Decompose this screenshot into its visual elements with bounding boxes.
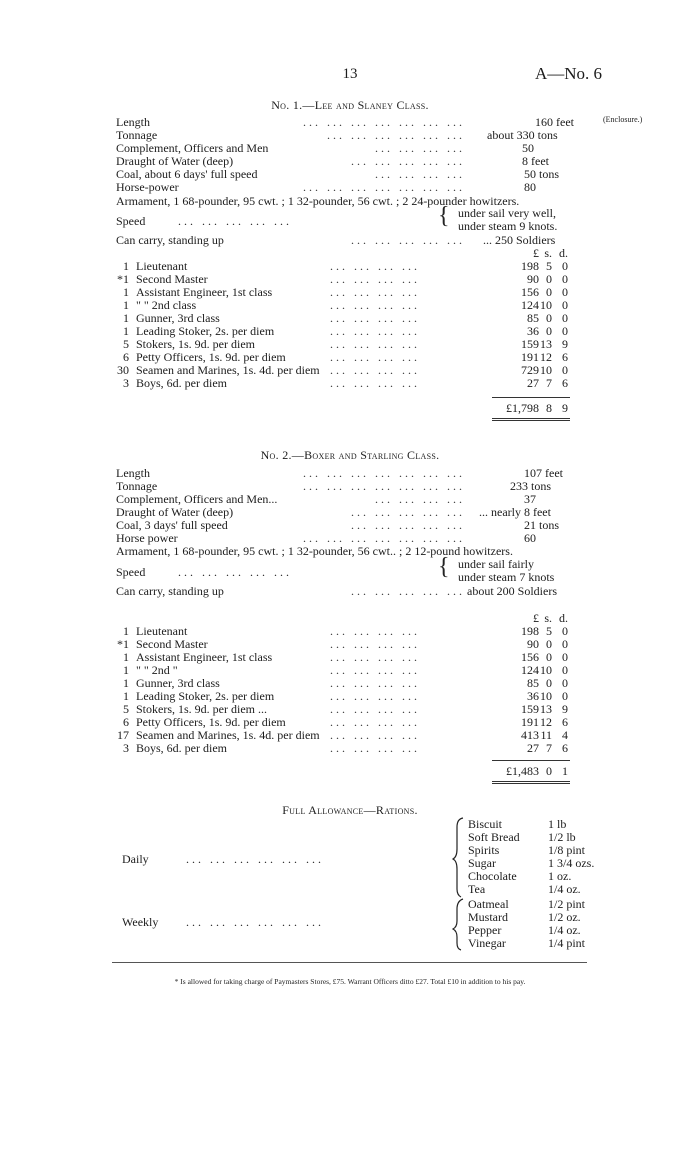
ration-quantity: 1/2 lb bbox=[548, 830, 576, 844]
crew-description: Assistant Engineer, 1st class bbox=[136, 285, 273, 299]
crew-count: 3 bbox=[123, 741, 129, 755]
pay-pence: 0 bbox=[562, 637, 568, 651]
spec-value: 8 feet bbox=[522, 154, 549, 168]
shillings-header: s. bbox=[544, 611, 552, 625]
total-rule bbox=[492, 760, 570, 761]
pay-pence: 0 bbox=[562, 689, 568, 703]
leader-dots: ... ... ... ... bbox=[330, 376, 420, 390]
crew-count: 1 bbox=[123, 624, 129, 638]
leader-dots: ... ... ... ... bbox=[330, 324, 420, 338]
brace: { bbox=[438, 554, 450, 580]
lee-speed-row bbox=[0, 215, 700, 228]
pay-pence: 0 bbox=[562, 663, 568, 677]
leader-dots: ... ... ... ... ... ... ... bbox=[303, 531, 465, 545]
pay-pence: 0 bbox=[562, 311, 568, 325]
shillings-header: s. bbox=[544, 246, 552, 260]
pay-shillings: 10 bbox=[540, 689, 552, 703]
total-pounds: £1,798 bbox=[506, 401, 539, 415]
spec-value: 50 tons bbox=[524, 167, 560, 181]
ration-quantity: 1/2 pint bbox=[548, 897, 586, 911]
pay-pence: 0 bbox=[562, 324, 568, 338]
pay-shillings: 7 bbox=[546, 741, 552, 755]
ration-item: Vinegar bbox=[468, 936, 506, 950]
leader-dots: ... ... ... ... bbox=[375, 492, 465, 506]
lee-speed-steam: under steam 9 knots. bbox=[458, 219, 558, 233]
ration-quantity: 1/2 oz. bbox=[548, 910, 581, 924]
leader-dots: ... ... ... ... bbox=[330, 272, 420, 286]
page-number: 13 bbox=[342, 66, 358, 82]
leader-dots: ... ... ... ... ... ... ... bbox=[303, 115, 465, 129]
crew-description: Stokers, 1s. 9d. per diem ... bbox=[136, 702, 267, 716]
spec-label: Tonnage bbox=[116, 128, 158, 142]
ration-item: Sugar bbox=[468, 856, 496, 870]
spec-value: about 200 Soldiers bbox=[467, 584, 557, 598]
pay-pounds: 90 bbox=[527, 272, 539, 286]
crew-description: Lieutenant bbox=[136, 259, 188, 273]
pay-pence: 0 bbox=[562, 259, 568, 273]
pay-pence: 4 bbox=[562, 728, 568, 742]
armament-text: Armament, 1 68-pounder, 95 cwt. ; 1 32-pounder, 56 cwt.. ; 2 12-pound howitzers. bbox=[116, 544, 513, 558]
boxer-total-row bbox=[0, 765, 700, 778]
pay-row bbox=[0, 377, 700, 390]
ration-quantity: 1/4 oz. bbox=[548, 923, 581, 937]
weekly-label: Weekly bbox=[122, 915, 159, 929]
lee-speed-sail: under sail very well, bbox=[458, 206, 556, 220]
ration-item: Oatmeal bbox=[468, 897, 509, 911]
leader-dots: ... ... ... ... bbox=[330, 624, 420, 638]
leader-dots: ... ... ... ... ... bbox=[351, 233, 465, 247]
rations-heading: Full Allowance—Rations. bbox=[282, 803, 418, 817]
lee-draught-row bbox=[0, 155, 700, 168]
total-pence: 1 bbox=[562, 764, 568, 778]
crew-description: Leading Stoker, 2s. per diem bbox=[136, 324, 275, 338]
spec-value: 233 tons bbox=[510, 479, 552, 493]
pay-pence: 0 bbox=[562, 624, 568, 638]
crew-description: Petty Officers, 1s. 9d. per diem bbox=[136, 715, 286, 729]
spec-value: 21 tons bbox=[524, 518, 560, 532]
ration-quantity: 1 oz. bbox=[548, 869, 572, 883]
total-pence: 9 bbox=[562, 401, 568, 415]
pay-shillings: 7 bbox=[546, 376, 552, 390]
pay-pounds: 191 bbox=[521, 715, 539, 729]
pay-pence: 0 bbox=[562, 285, 568, 299]
crew-description: Boys, 6d. per diem bbox=[136, 376, 227, 390]
spec-label: Length bbox=[116, 466, 150, 480]
crew-count: 1 bbox=[123, 311, 129, 325]
leader-dots: ... ... ... ... bbox=[330, 363, 420, 377]
leader-dots: ... ... ... ... ... bbox=[178, 214, 292, 228]
crew-count: 30 bbox=[117, 363, 129, 377]
ration-item: Biscuit bbox=[468, 817, 503, 831]
crew-count: 5 bbox=[123, 702, 129, 716]
crew-description: Petty Officers, 1s. 9d. per diem bbox=[136, 350, 286, 364]
crew-description: Lieutenant bbox=[136, 624, 188, 638]
spec-label: Coal, 3 days' full speed bbox=[116, 518, 228, 532]
leader-dots: ... ... ... ... bbox=[330, 259, 420, 273]
spec-value: ... nearly 8 feet bbox=[479, 505, 551, 519]
pay-pounds: 90 bbox=[527, 637, 539, 651]
spec-label: Complement, Officers and Men... bbox=[116, 492, 278, 506]
crew-count: 1 bbox=[123, 298, 129, 312]
lee-carry-row bbox=[0, 234, 700, 247]
leader-dots: ... ... ... ... ... bbox=[351, 505, 465, 519]
ration-quantity: 1/4 pint bbox=[548, 936, 586, 950]
boxer-complement-row bbox=[0, 493, 700, 506]
pay-shillings: 12 bbox=[540, 350, 552, 364]
leader-dots: ... ... ... ... ... ... bbox=[186, 915, 324, 929]
pay-shillings: 0 bbox=[546, 650, 552, 664]
pay-pounds: 413 bbox=[521, 728, 539, 742]
pay-pence: 6 bbox=[562, 376, 568, 390]
crew-description: Seamen and Marines, 1s. 4d. per diem bbox=[136, 728, 320, 742]
ration-quantity: 1/8 pint bbox=[548, 843, 586, 857]
crew-description: Leading Stoker, 2s. per diem bbox=[136, 689, 275, 703]
boxer-speed-sail: under sail fairly bbox=[458, 557, 534, 571]
crew-count: *1 bbox=[117, 637, 129, 651]
pay-pence: 0 bbox=[562, 363, 568, 377]
leader-dots: ... ... ... ... bbox=[330, 350, 420, 364]
crew-description: Stokers, 1s. 9d. per diem bbox=[136, 337, 255, 351]
leader-dots: ... ... ... ... bbox=[330, 676, 420, 690]
leader-dots: ... ... ... ... ... bbox=[351, 518, 465, 532]
spec-label: Horse power bbox=[116, 531, 178, 545]
pay-shillings: 0 bbox=[546, 285, 552, 299]
boxer-tonnage-row bbox=[0, 480, 700, 493]
spec-value: 50 bbox=[522, 141, 534, 155]
pounds-header: £ bbox=[533, 611, 539, 625]
pay-pounds: 85 bbox=[527, 311, 539, 325]
spec-label: Speed bbox=[116, 214, 146, 228]
brace: { bbox=[438, 203, 450, 229]
boxer-draught-row bbox=[0, 506, 700, 519]
pay-shillings: 0 bbox=[546, 637, 552, 651]
pay-pence: 0 bbox=[562, 272, 568, 286]
pay-pounds: 198 bbox=[521, 624, 539, 638]
lee-tonnage-row bbox=[0, 129, 700, 142]
pay-pence: 6 bbox=[562, 741, 568, 755]
leader-dots: ... ... ... ... ... ... ... bbox=[303, 479, 465, 493]
leader-dots: ... ... ... ... bbox=[330, 728, 420, 742]
pay-pounds: 159 bbox=[521, 337, 539, 351]
pay-pounds: 156 bbox=[521, 285, 539, 299]
ration-quantity: 1/4 oz. bbox=[548, 882, 581, 896]
pay-pounds: 85 bbox=[527, 676, 539, 690]
pay-pounds: 36 bbox=[527, 324, 539, 338]
pay-shillings: 10 bbox=[540, 663, 552, 677]
boxer-armament-row bbox=[0, 545, 700, 558]
spec-value: 60 bbox=[524, 531, 536, 545]
crew-count: 6 bbox=[123, 715, 129, 729]
total-double-rule bbox=[492, 781, 570, 786]
crew-count: 1 bbox=[123, 689, 129, 703]
leader-dots: ... ... ... ... bbox=[330, 650, 420, 664]
pay-shillings: 0 bbox=[546, 311, 552, 325]
leader-dots: ... ... ... ... bbox=[330, 741, 420, 755]
pay-pence: 6 bbox=[562, 715, 568, 729]
leader-dots: ... ... ... ... bbox=[330, 689, 420, 703]
lee-total-row bbox=[0, 402, 700, 415]
leader-dots: ... ... ... ... bbox=[330, 311, 420, 325]
crew-description: " " 2nd " bbox=[136, 663, 178, 677]
crew-count: 1 bbox=[123, 650, 129, 664]
ration-quantity: 1 3/4 ozs. bbox=[548, 856, 595, 870]
lee-armament-row bbox=[0, 195, 700, 208]
leader-dots: ... ... ... ... ... bbox=[351, 584, 465, 598]
boxer-carry-row bbox=[0, 585, 700, 598]
leader-dots: ... ... ... ... bbox=[330, 663, 420, 677]
rations-brace bbox=[452, 817, 466, 951]
footnote-rule bbox=[112, 962, 587, 963]
leader-dots: ... ... ... ... bbox=[330, 637, 420, 651]
crew-count: 1 bbox=[123, 324, 129, 338]
pounds-header: £ bbox=[533, 246, 539, 260]
crew-description: Second Master bbox=[136, 272, 208, 286]
pay-shillings: 12 bbox=[540, 715, 552, 729]
spec-value: 37 bbox=[524, 492, 536, 506]
total-shillings: 0 bbox=[546, 764, 552, 778]
pay-shillings: 0 bbox=[546, 324, 552, 338]
crew-count: 17 bbox=[117, 728, 129, 742]
pay-pounds: 198 bbox=[521, 259, 539, 273]
total-shillings: 8 bbox=[546, 401, 552, 415]
leader-dots: ... ... ... ... bbox=[330, 337, 420, 351]
spec-label: Can carry, standing up bbox=[116, 584, 224, 598]
pay-pence: 6 bbox=[562, 350, 568, 364]
crew-description: Seamen and Marines, 1s. 4d. per diem bbox=[136, 363, 320, 377]
lee-complement-row bbox=[0, 142, 700, 155]
pay-shillings: 0 bbox=[546, 272, 552, 286]
boxer-speed-row bbox=[0, 566, 700, 579]
pay-shillings: 5 bbox=[546, 624, 552, 638]
spec-label: Tonnage bbox=[116, 479, 158, 493]
spec-value: 107 feet bbox=[524, 466, 563, 480]
leader-dots: ... ... ... ... bbox=[330, 715, 420, 729]
ration-item: Tea bbox=[468, 882, 486, 896]
ration-quantity: 1 lb bbox=[548, 817, 567, 831]
pay-pounds: 27 bbox=[527, 741, 539, 755]
pay-pence: 0 bbox=[562, 298, 568, 312]
crew-count: 1 bbox=[123, 663, 129, 677]
crew-count: 5 bbox=[123, 337, 129, 351]
pay-shillings: 13 bbox=[540, 702, 552, 716]
boxer-speed-steam: under steam 7 knots bbox=[458, 570, 555, 584]
pay-pounds: 159 bbox=[521, 702, 539, 716]
ration-item: Soft Bread bbox=[468, 830, 520, 844]
pay-pounds: 27 bbox=[527, 376, 539, 390]
ration-item: Chocolate bbox=[468, 869, 517, 883]
crew-description: " " 2nd class bbox=[136, 298, 197, 312]
leader-dots: ... ... ... ... ... bbox=[178, 565, 292, 579]
armament-text: Armament, 1 68-pounder, 95 cwt. ; 1 32-pounder, 56 cwt. ; 2 24-pounder howitzers. bbox=[116, 194, 520, 208]
total-rule bbox=[492, 397, 570, 398]
spec-label: Length bbox=[116, 115, 150, 129]
leader-dots: ... ... ... ... ... ... bbox=[327, 128, 465, 142]
crew-count: 6 bbox=[123, 350, 129, 364]
spec-value: about 330 tons bbox=[487, 128, 558, 142]
ration-item: Pepper bbox=[468, 923, 502, 937]
crew-description: Boys, 6d. per diem bbox=[136, 741, 227, 755]
spec-label: Draught of Water (deep) bbox=[116, 505, 234, 519]
margin-note: (Enclosure.) bbox=[603, 115, 643, 124]
spec-label: Can carry, standing up bbox=[116, 233, 224, 247]
leader-dots: ... ... ... ... bbox=[330, 298, 420, 312]
pay-pounds: 36 bbox=[527, 689, 539, 703]
pay-pence: 9 bbox=[562, 702, 568, 716]
lee-horsepower-row bbox=[0, 181, 700, 194]
pay-pounds: 729 bbox=[521, 363, 539, 377]
spec-value: 80 bbox=[524, 180, 536, 194]
pay-shillings: 0 bbox=[546, 676, 552, 690]
pence-header: d. bbox=[559, 246, 568, 260]
spec-label: Horse-power bbox=[116, 180, 179, 194]
pay-pounds: 124 bbox=[521, 298, 539, 312]
pay-pence: 9 bbox=[562, 337, 568, 351]
spec-label: Draught of Water (deep) bbox=[116, 154, 234, 168]
spec-label: Speed bbox=[116, 565, 146, 579]
crew-count: 3 bbox=[123, 376, 129, 390]
pay-row bbox=[0, 742, 700, 755]
pay-pence: 0 bbox=[562, 676, 568, 690]
crew-count: 1 bbox=[123, 259, 129, 273]
pay-pounds: 124 bbox=[521, 663, 539, 677]
spec-label: Complement, Officers and Men bbox=[116, 141, 269, 155]
spec-label: Coal, about 6 days' full speed bbox=[116, 167, 258, 181]
total-pounds: £1,483 bbox=[506, 764, 539, 778]
leader-dots: ... ... ... ... bbox=[330, 702, 420, 716]
crew-count: 1 bbox=[123, 285, 129, 299]
ration-item: Mustard bbox=[468, 910, 508, 924]
pay-shillings: 10 bbox=[540, 298, 552, 312]
leader-dots: ... ... ... ... bbox=[375, 141, 465, 155]
pay-shillings: 5 bbox=[546, 259, 552, 273]
total-double-rule bbox=[492, 418, 570, 423]
leader-dots: ... ... ... ... ... ... bbox=[186, 852, 324, 866]
leader-dots: ... ... ... ... ... ... ... bbox=[303, 466, 465, 480]
leader-dots: ... ... ... ... bbox=[375, 167, 465, 181]
crew-description: Gunner, 3rd class bbox=[136, 311, 220, 325]
document-reference: A—No. 6 bbox=[535, 64, 603, 83]
crew-description: Second Master bbox=[136, 637, 208, 651]
leader-dots: ... ... ... ... bbox=[330, 285, 420, 299]
crew-description: Assistant Engineer, 1st class bbox=[136, 650, 273, 664]
pay-pounds: 156 bbox=[521, 650, 539, 664]
crew-count: 1 bbox=[123, 676, 129, 690]
pay-pence: 0 bbox=[562, 650, 568, 664]
pay-shillings: 13 bbox=[540, 337, 552, 351]
daily-label: Daily bbox=[122, 852, 149, 866]
pay-shillings: 11 bbox=[540, 728, 552, 742]
pay-shillings: 10 bbox=[540, 363, 552, 377]
footnote: * Is allowed for taking charge of Paymasters Stores, £75. Warrant Officers ditto £27. Total £10 in addition to his pay. bbox=[174, 977, 526, 986]
leader-dots: ... ... ... ... ... ... ... bbox=[303, 180, 465, 194]
pay-pounds: 191 bbox=[521, 350, 539, 364]
spec-value: 160 feet bbox=[535, 115, 574, 129]
leader-dots: ... ... ... ... ... bbox=[351, 154, 465, 168]
lee-class-heading: No. 1.—Lee and Slaney Class. bbox=[271, 98, 429, 112]
crew-count: *1 bbox=[117, 272, 129, 286]
crew-description: Gunner, 3rd class bbox=[136, 676, 220, 690]
ration-item: Spirits bbox=[468, 843, 500, 857]
pence-header: d. bbox=[559, 611, 568, 625]
spec-value: ... 250 Soldiers bbox=[483, 233, 556, 247]
boxer-class-heading: No. 2.—Boxer and Starling Class. bbox=[260, 448, 440, 462]
